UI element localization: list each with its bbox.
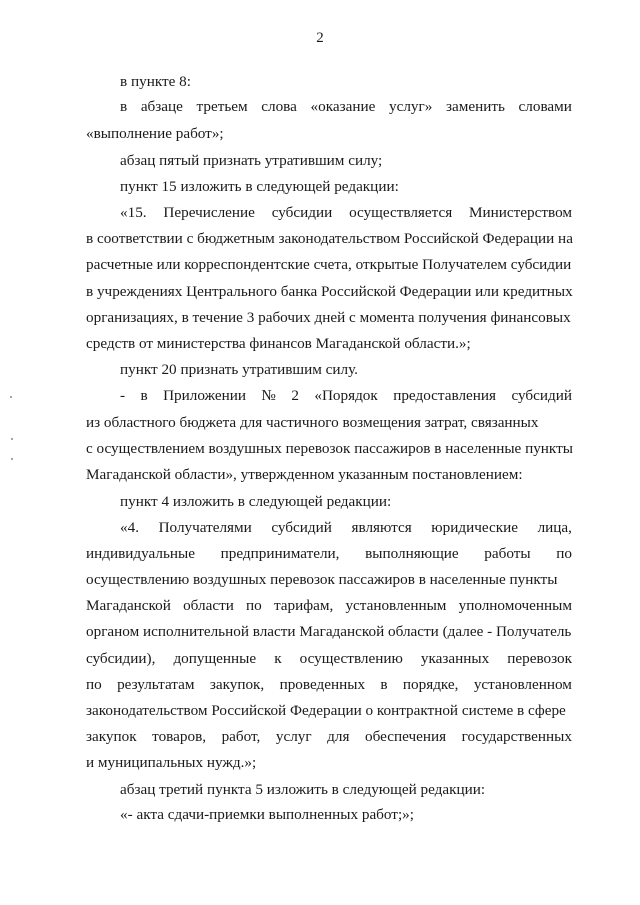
text-line: законодательством Российской Федерации о контрактной системе в сфере [86, 702, 566, 719]
word: № [261, 387, 276, 404]
word: Получателями [158, 519, 252, 536]
word: лица, [537, 519, 572, 536]
word: в [380, 676, 388, 693]
word: «Порядок [314, 387, 378, 404]
text-line: средств от министерства финансов Магаданской области.»; [86, 335, 471, 352]
word: Министерством [469, 204, 572, 221]
text-line: и муниципальных нужд.»; [86, 754, 257, 771]
word: перевозок [507, 650, 572, 667]
text-line: абзац третий пункта 5 изложить в следующей редакции: [120, 781, 486, 798]
scan-speck [11, 458, 13, 460]
word: закупок [86, 728, 137, 745]
word: словами [518, 98, 572, 115]
word: услуг [275, 728, 312, 745]
text-line: органом исполнительной власти Магаданской области (далее - Получатель [86, 623, 572, 640]
word: - [120, 387, 126, 404]
word: «15. [120, 204, 147, 221]
word: обеспечения [364, 728, 447, 745]
word: слова [261, 98, 297, 115]
text-line: в пункте 8: [120, 73, 191, 90]
word: результатам [117, 676, 195, 693]
text-line: пункт 4 изложить в следующей редакции: [120, 493, 392, 510]
word: проведенных [279, 676, 366, 693]
word: Приложении [163, 387, 246, 404]
word: осуществляется [349, 204, 453, 221]
text-line-justified [86, 728, 572, 746]
page-number: 2 [316, 30, 324, 46]
word: по [556, 545, 572, 562]
word: допущенные [173, 650, 257, 667]
word: абзаце [140, 98, 183, 115]
scan-speck [10, 396, 12, 398]
word: субсидий [511, 387, 572, 404]
word: третьем [196, 98, 248, 115]
word: заменить [445, 98, 505, 115]
word: закупок, [209, 676, 265, 693]
text-line-justified [86, 650, 572, 668]
word: «4. [120, 519, 139, 536]
text-line-justified [120, 204, 572, 222]
text-line-justified [120, 98, 572, 116]
text-line: организациях, в течение 3 рабочих дней с момента получения финансовых [86, 309, 571, 326]
text-line-justified [86, 545, 572, 563]
word: установленном [473, 676, 572, 693]
word: товаров, [152, 728, 207, 745]
text-line: в соответствии с бюджетным законодательством Российской Федерации на [86, 230, 573, 247]
word: в [140, 387, 148, 404]
word: услуг» [389, 98, 433, 115]
text-line-justified [120, 519, 572, 537]
text-line: в учреждениях Центрального банка Российской Федерации или кредитных [86, 283, 573, 300]
word: 2 [291, 387, 299, 404]
text-line: расчетные или корреспондентские счета, открытые Получателем субсидии [86, 256, 572, 273]
word: являются [351, 519, 412, 536]
word: по [86, 676, 102, 693]
text-line: пункт 15 изложить в следующей редакции: [120, 178, 399, 195]
text-line: Магаданской области», утвержденном указанным постановлением: [86, 466, 523, 483]
word: субсидий [271, 519, 332, 536]
text-line-justified [120, 387, 572, 405]
word: указанных [420, 650, 490, 667]
word: государственных [461, 728, 572, 745]
word: тарифам, [273, 597, 334, 614]
word: субсидии), [86, 650, 156, 667]
scan-speck [11, 438, 13, 440]
word: юридические [431, 519, 518, 536]
text-line: с осуществлением воздушных перевозок пассажиров в населенные пункты [86, 440, 573, 457]
text-line: осуществлению воздушных перевозок пассажиров в населенные пункты [86, 571, 558, 588]
word: индивидуальные [86, 545, 195, 562]
word: осуществлению [299, 650, 403, 667]
text-line: абзац пятый признать утратившим силу; [120, 152, 383, 169]
text-line: пункт 20 признать утратившим силу. [120, 361, 358, 378]
text-line: «- акта сдачи-приемки выполненных работ;»; [120, 806, 414, 823]
word: к [274, 650, 282, 667]
word: субсидии [271, 204, 333, 221]
word: «оказание [310, 98, 376, 115]
word: Перечисление [163, 204, 255, 221]
word: для [327, 728, 350, 745]
word: по [246, 597, 262, 614]
word: порядке, [402, 676, 459, 693]
word: предоставления [393, 387, 497, 404]
word: установленным [345, 597, 447, 614]
text-line-justified [86, 597, 572, 615]
word: Магаданской [86, 597, 171, 614]
text-line: из областного бюджета для частичного возмещения затрат, связанных [86, 414, 539, 431]
word: работы [484, 545, 531, 562]
word: работ, [221, 728, 261, 745]
text-line-justified [86, 676, 572, 694]
word: уполномоченным [458, 597, 572, 614]
word: в [120, 98, 128, 115]
word: выполняющие [365, 545, 459, 562]
text-line: «выполнение работ»; [86, 125, 224, 142]
word: предприниматели, [220, 545, 340, 562]
word: области [183, 597, 234, 614]
